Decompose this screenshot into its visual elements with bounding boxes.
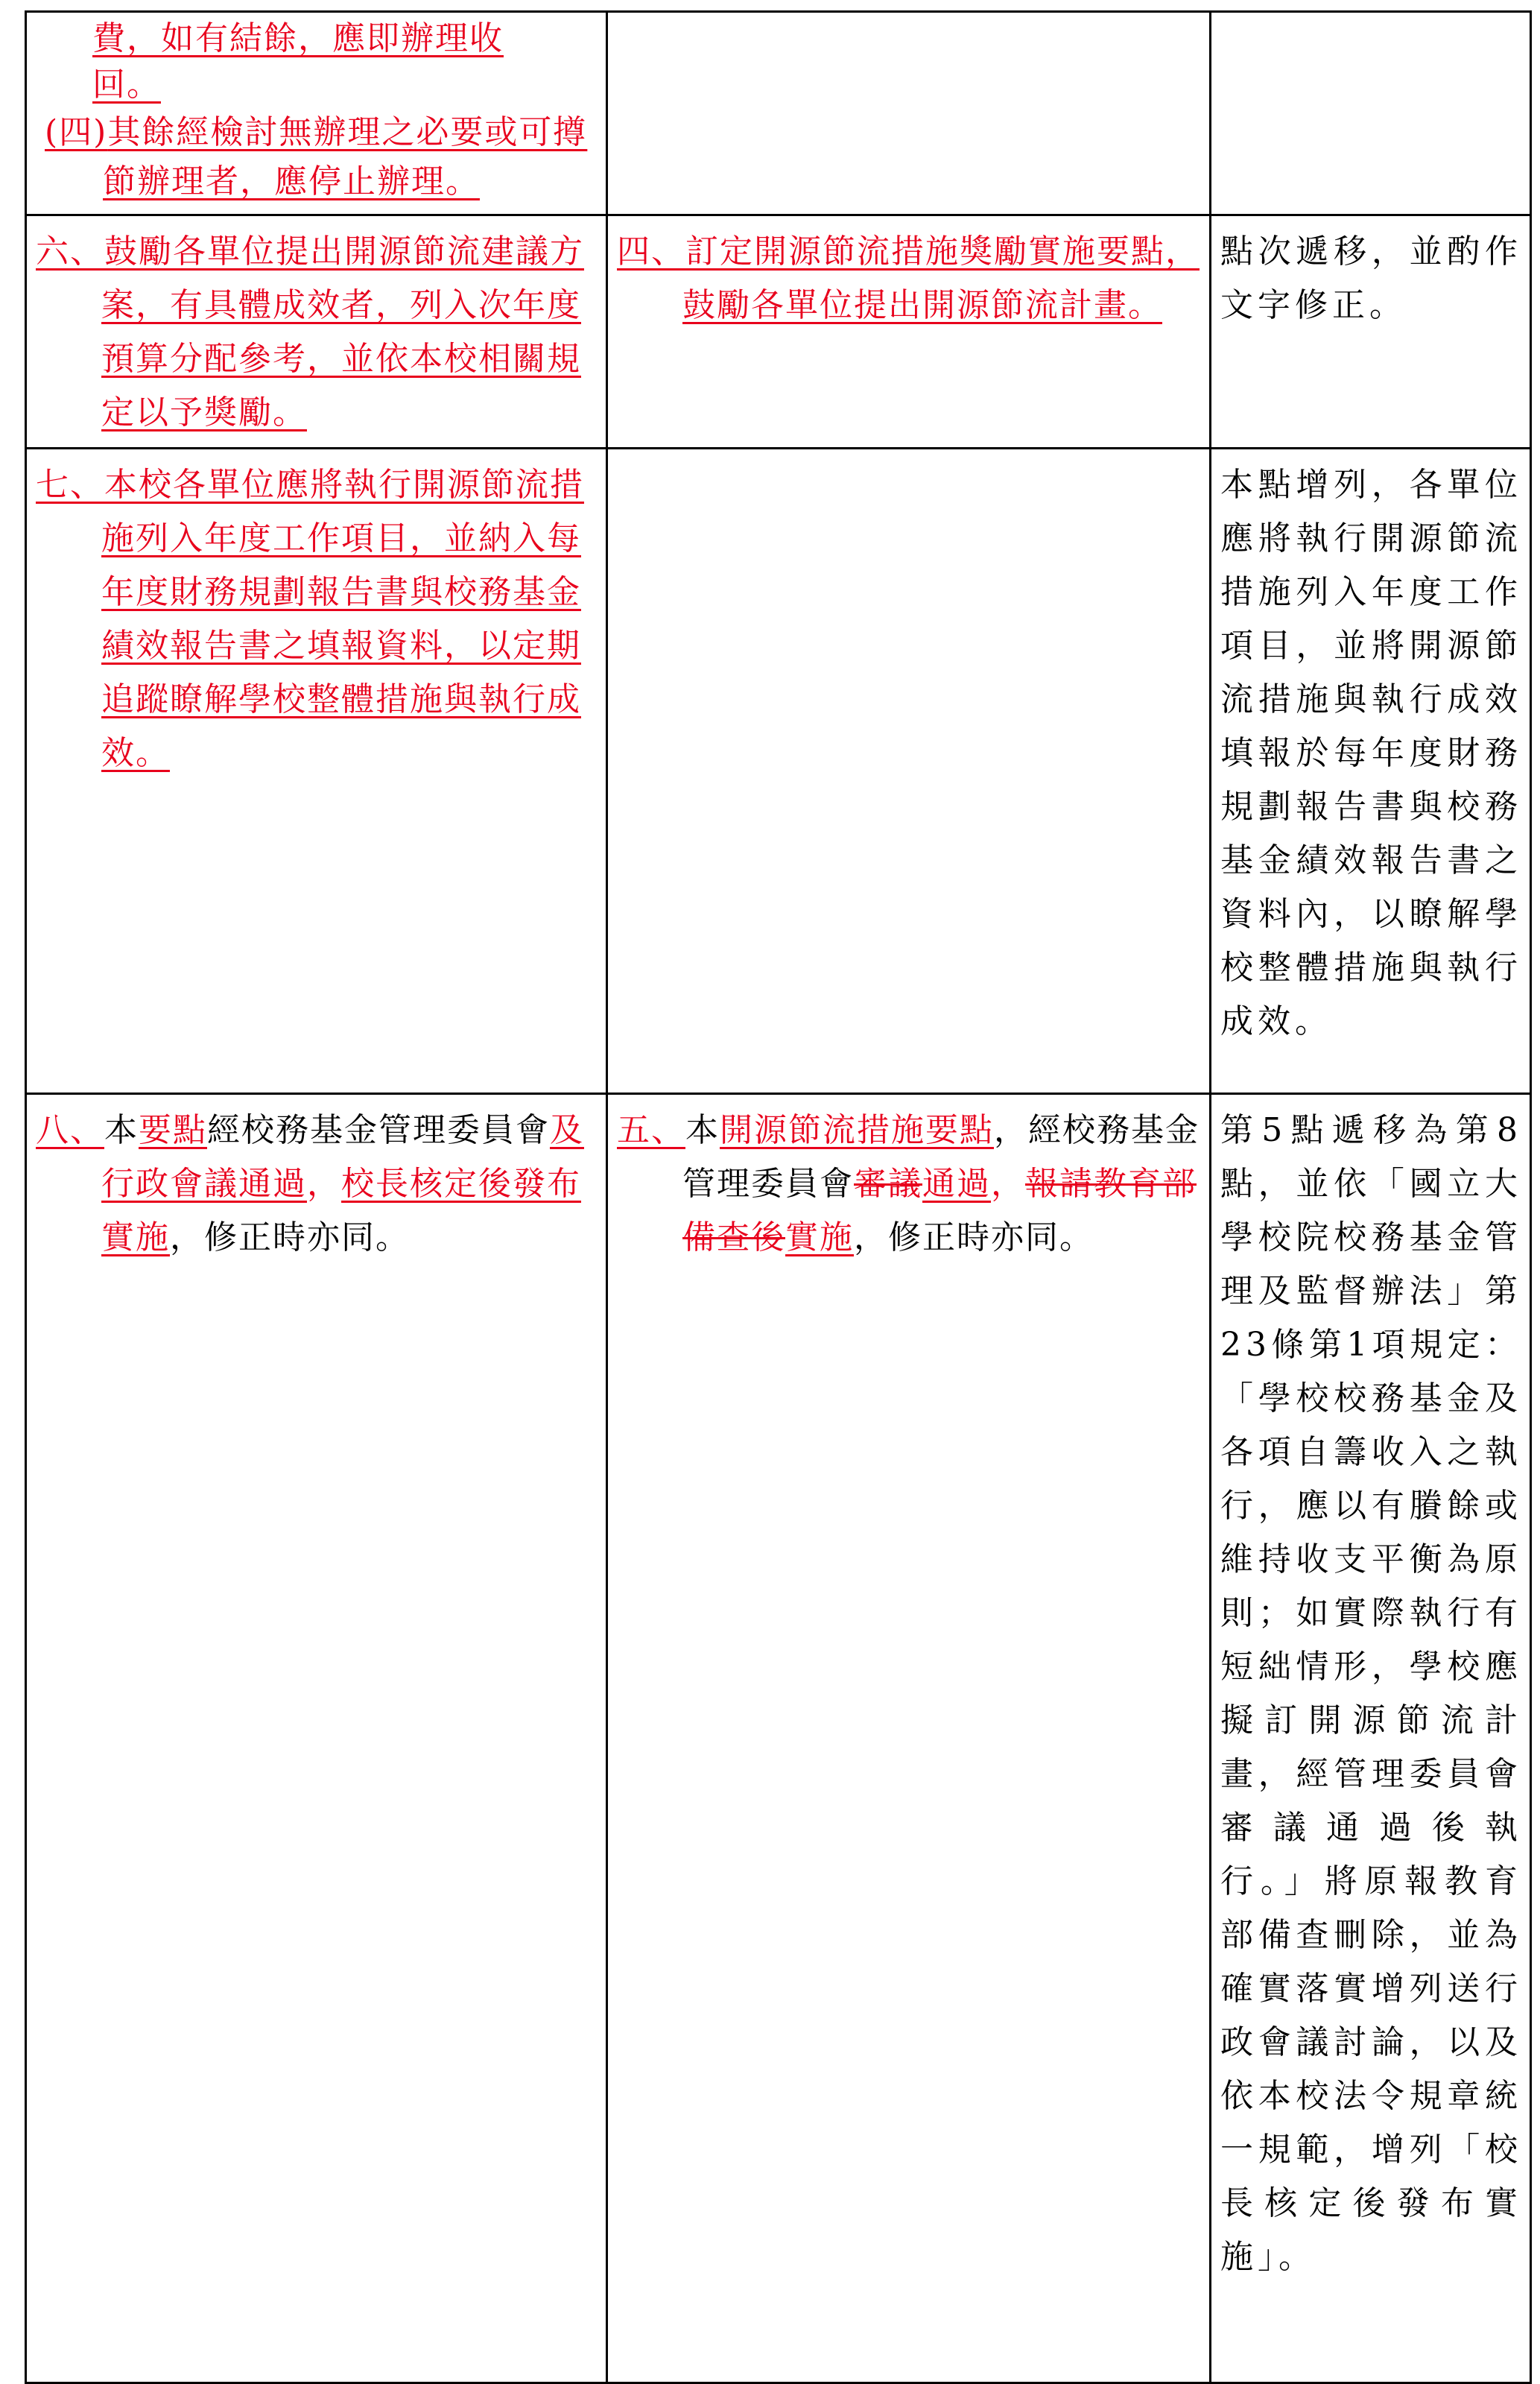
explanation-text: 本點增列，各單位應將執行開源節流措施列入年度工作項目，並將開源節流措施與執行成效填報於每年度財務規劃報告書與校務基金績效報告書之資料內，以瞭解學校整體措施與執行成效。 — [1220, 466, 1522, 1040]
current-provision-cell — [607, 12, 1211, 215]
item-four — [617, 225, 1202, 332]
item-text: 鼓勵各單位提出開源節流建議方案，有具體成效者，列入次年度預算分配參考，並依本校相關規定以予獎勵。 — [101, 233, 584, 431]
explanation-text: 第5點遞移為第8點，並依「國立大學校院校務基金管理及監督辦法」第23條第1項規定：「學校校務基金及各項自籌收入之執行，應以有賸餘或維持收支平衡為原則；如實際執行有短絀情形，學校應擬訂開源節流計畫，經管理委員會審議通過後執行。」將原報教育部備查刪除，並為確實落實增列送行政會議討論，以及依本校法令規章統一規範，增列「校長核定後發布實施」。 — [1220, 1111, 1522, 2276]
explanation-cell — [1211, 1094, 1531, 2383]
current-provision-cell — [607, 215, 1211, 449]
deleted-text: 審議 — [854, 1165, 922, 1203]
amended-provision-cell — [26, 215, 607, 449]
continued-text: 費，如有結餘，應即辦理收 — [92, 19, 504, 57]
item-text: 訂定開源節流措施獎勵實施要點，鼓勵各單位提出開源節流計畫。 — [682, 233, 1200, 324]
item-eight: 八、本要點經校務基金管理委員會及行政會議通過，校長核定後發布實施，修正時亦同。 — [36, 1111, 584, 1256]
item-label: 六、 — [36, 233, 104, 271]
current-provision-cell — [607, 1094, 1211, 2383]
item-seven — [36, 458, 598, 780]
item-six — [36, 225, 598, 440]
sub-item-four — [36, 108, 598, 206]
table-row — [26, 215, 1531, 449]
explanation-cell — [1211, 215, 1531, 449]
table-row — [26, 1094, 1531, 2383]
amended-provision-cell — [26, 1094, 607, 2383]
continued-text: 回。 — [92, 66, 161, 104]
current-provision-cell — [607, 449, 1211, 1094]
item-five: 五、本開源節流措施要點，經校務基金管理委員會審議通過，報請教育部備查後實施，修正時亦同。 — [617, 1111, 1200, 1256]
item-text: 本校各單位應將執行開源節流措施列入年度工作項目，並納入每年度財務規劃報告書與校務基金績效報告書之填報資料，以定期追蹤瞭解學校整體措施與執行成效。 — [101, 466, 584, 772]
explanation-cell — [1211, 12, 1531, 215]
amended-provision-cell — [26, 12, 607, 215]
explanation-cell — [1211, 449, 1531, 1094]
sub-item-label: (四) — [45, 113, 108, 151]
comparison-table — [25, 10, 1532, 2384]
sub-item-text: 其餘經檢討無辦理之必要或可撙節辦理者，應停止辦理。 — [103, 113, 588, 200]
table-row — [26, 12, 1531, 215]
amended-provision-cell — [26, 449, 607, 1094]
item-label: 七、 — [36, 466, 104, 504]
item-label: 五、 — [617, 1111, 685, 1149]
table-row — [26, 449, 1531, 1094]
deleted-text: 報請教育部備查後 — [682, 1165, 1197, 1256]
explanation-text: 點次遞移，並酌作文字修正。 — [1220, 233, 1522, 324]
item-label: 八、 — [36, 1111, 104, 1149]
item-label: 四、 — [617, 233, 685, 271]
